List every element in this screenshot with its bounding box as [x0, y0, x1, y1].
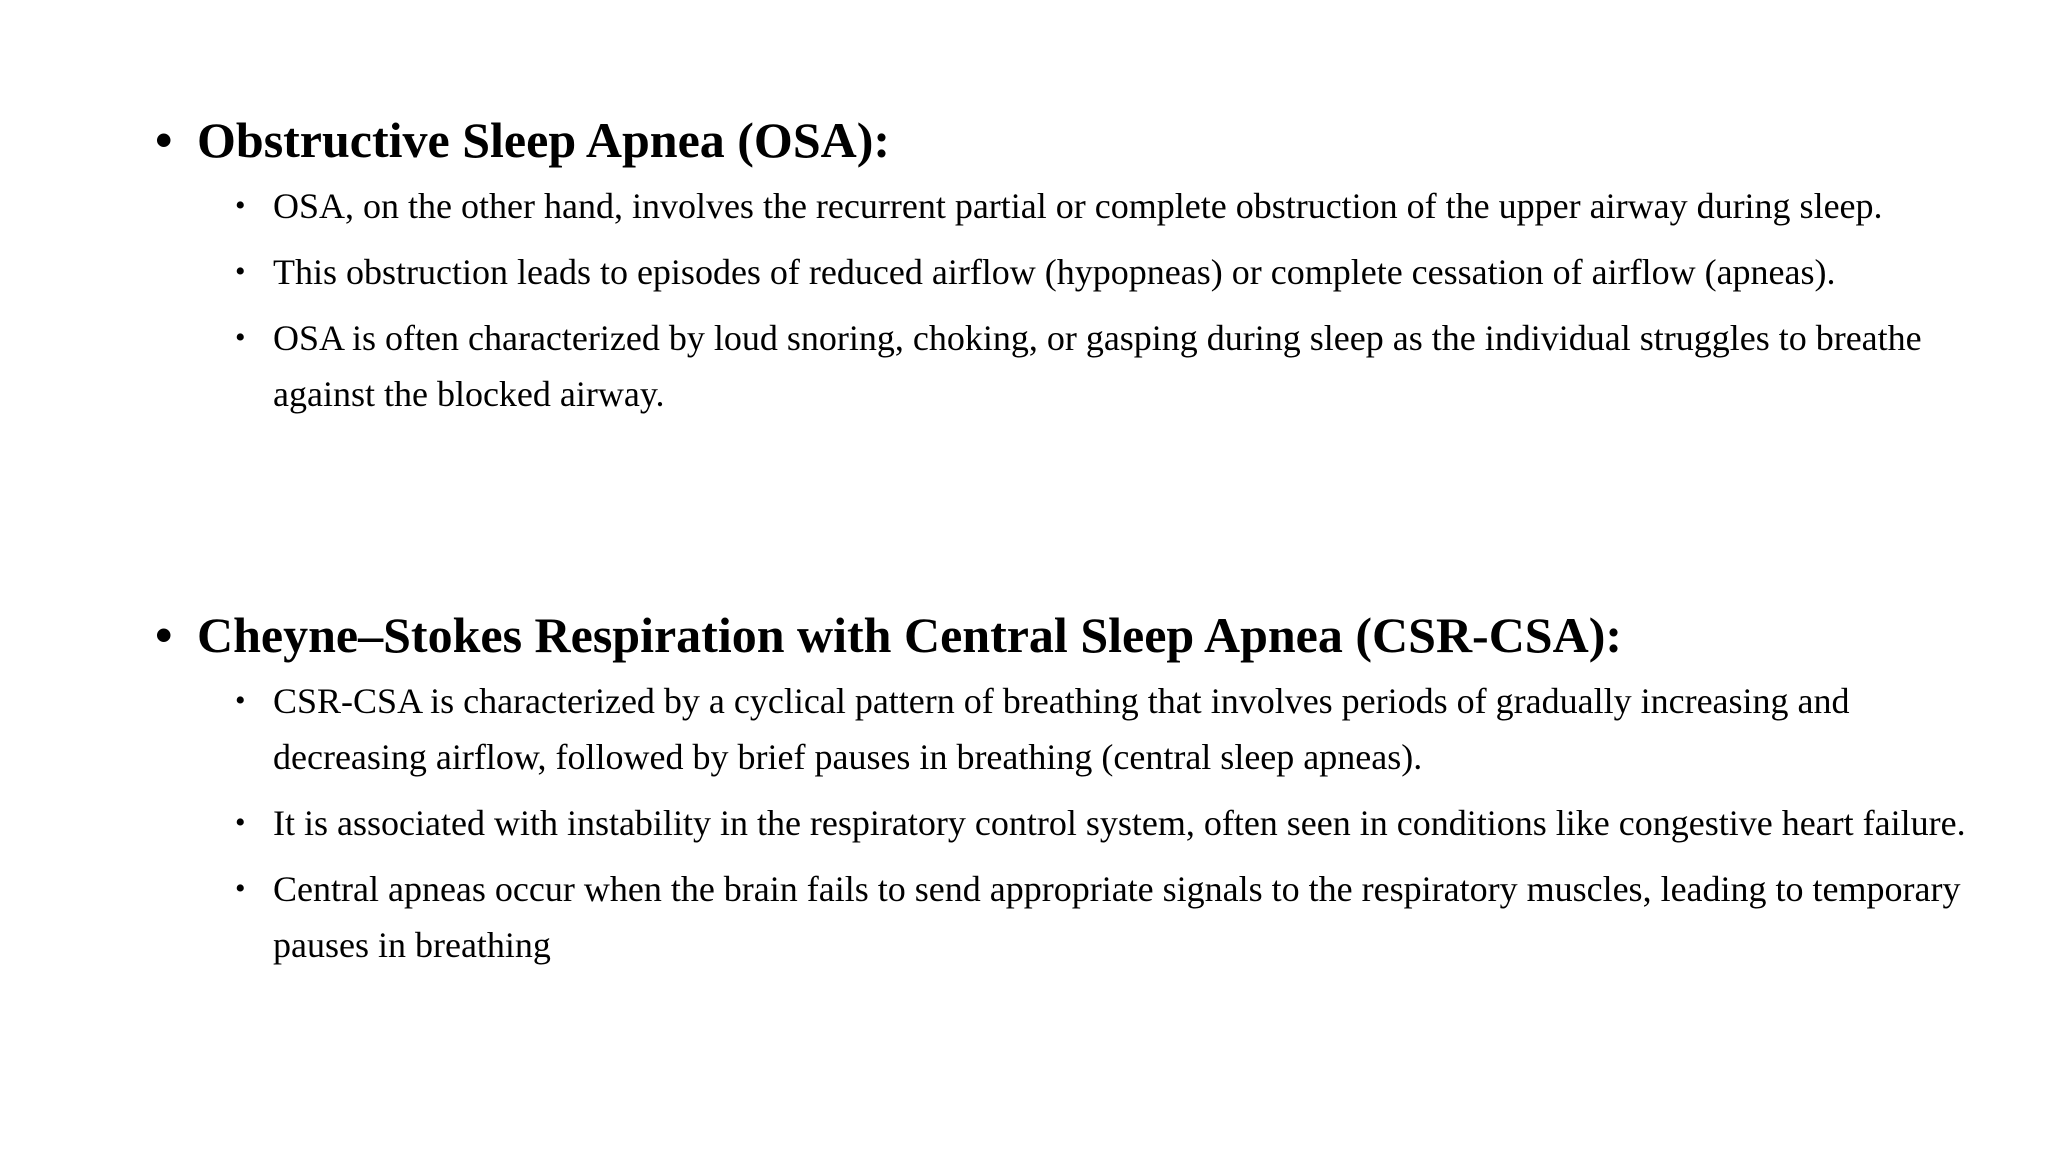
section-heading-row — [155, 603, 1955, 667]
list-item — [155, 795, 1973, 851]
list-item-text: CSR-CSA is characterized by a cyclical pattern of breathing that involves periods of gradually increasing and decreasing airflow, followed by brief pauses in breathing (central sleep apneas). — [273, 681, 1850, 777]
bullet-icon: • — [155, 112, 173, 168]
section-heading: Cheyne–Stokes Respiration with Central Sleep Apnea (CSR-CSA): — [197, 607, 1623, 663]
list-item — [155, 673, 1973, 785]
list-item — [155, 310, 1973, 422]
list-item-text: OSA is often characterized by loud snoring, choking, or gasping during sleep as the individual struggles to breathe against the blocked airway. — [273, 318, 1922, 414]
bullet-icon: • — [235, 872, 246, 905]
bullet-icon: • — [235, 189, 246, 222]
section-csr-csa — [155, 603, 1966, 983]
list-item-text: Central apneas occur when the brain fails to send appropriate signals to the respiratory muscles, leading to temporary pauses in breathing — [273, 869, 1961, 965]
bullet-icon: • — [235, 321, 246, 354]
section-heading: Obstructive Sleep Apnea (OSA): — [197, 112, 891, 168]
bullet-list — [155, 178, 1955, 422]
list-item — [155, 861, 1973, 973]
bullet-icon: • — [155, 607, 173, 663]
section-osa — [155, 108, 1955, 432]
bullet-icon: • — [235, 684, 246, 717]
section-heading-row — [155, 108, 1955, 172]
list-item-text: It is associated with instability in the respiratory control system, often seen in conditions like congestive heart failure. — [273, 803, 1966, 843]
bullet-icon: • — [235, 806, 246, 839]
list-item — [155, 178, 1973, 234]
bullet-icon: • — [235, 255, 246, 288]
list-item-text: OSA, on the other hand, involves the recurrent partial or complete obstruction of the upper airway during sleep. — [273, 186, 1883, 226]
list-item — [155, 244, 1973, 300]
list-item-text: This obstruction leads to episodes of reduced airflow (hypopneas) or complete cessation of airflow (apneas). — [273, 252, 1836, 292]
bullet-list — [155, 673, 1966, 973]
